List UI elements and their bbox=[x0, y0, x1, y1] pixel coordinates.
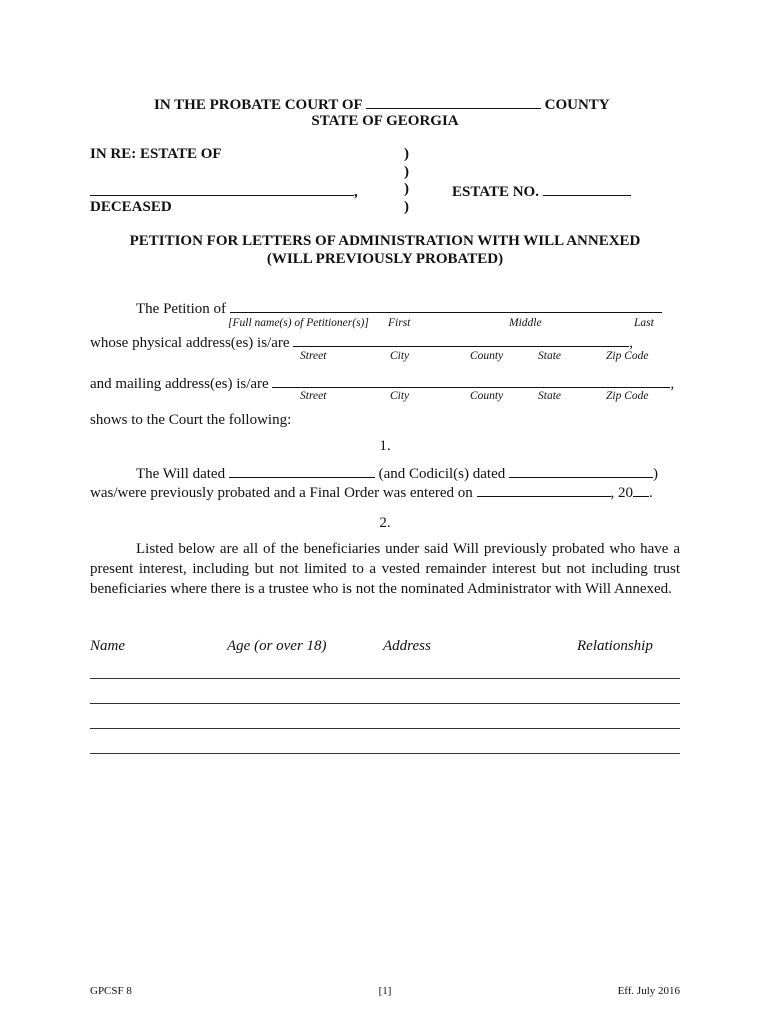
effective-date: Eff. July 2016 bbox=[617, 985, 680, 997]
caption-paren-3: ) bbox=[404, 181, 409, 197]
last-label: Last bbox=[634, 317, 654, 329]
estate-no-line: ESTATE NO. bbox=[452, 181, 631, 201]
shows-to-court: shows to the Court the following: bbox=[90, 412, 292, 428]
street-label: Street bbox=[300, 350, 327, 362]
petition-of-line: The Petition of bbox=[136, 298, 662, 318]
section-2-number: 2. bbox=[379, 515, 391, 531]
state-heading: STATE OF GEORGIA bbox=[311, 113, 459, 129]
caption-paren-2: ) bbox=[404, 164, 409, 180]
petition-subtitle: (WILL PREVIOUSLY PROBATED) bbox=[266, 251, 504, 267]
caption-paren-1: ) bbox=[404, 146, 409, 162]
beneficiary-row-line[interactable] bbox=[90, 753, 680, 754]
page-number: [1] bbox=[378, 985, 392, 997]
beneficiary-row-line[interactable] bbox=[90, 678, 680, 679]
caption-paren-4: ) bbox=[404, 199, 409, 215]
decedent-name-line: , bbox=[90, 181, 358, 201]
form-id: GPCSF 8 bbox=[90, 985, 132, 997]
city-label-2: City bbox=[390, 390, 410, 402]
final-order-line: was/were previously probated and a Final Order was entered on , 20 . bbox=[90, 482, 653, 502]
physical-address-blank[interactable] bbox=[293, 332, 629, 347]
beneficiary-row-line[interactable] bbox=[90, 728, 680, 729]
final-order-date-blank[interactable] bbox=[477, 482, 611, 497]
name-hint: [Full name(s) of Petitioner(s)] bbox=[228, 317, 369, 329]
year-blank[interactable] bbox=[633, 482, 649, 497]
county-label-2: County bbox=[470, 390, 504, 402]
col-age-header: Age (or over 18) bbox=[227, 638, 327, 654]
col-name-header: Name bbox=[90, 638, 125, 654]
in-re-label: IN RE: ESTATE OF bbox=[90, 146, 222, 162]
beneficiaries-paragraph: Listed below are all of the beneficiaries under said Will previously probated who have a present interest, including but not limited to a vested remainder interest but not including trust beneficiaries where there is a trustee who is not the nominated Administrator with Will Annexed. bbox=[90, 541, 680, 597]
codicil-date-blank[interactable] bbox=[509, 463, 653, 478]
zip-label-2: Zip Code bbox=[606, 390, 649, 402]
petition-title: PETITION FOR LETTERS OF ADMINISTRATION WITH WILL ANNEXED bbox=[129, 233, 641, 249]
petitioner-name-blank[interactable] bbox=[230, 298, 662, 313]
section-1-number: 1. bbox=[379, 438, 391, 454]
county-label: County bbox=[470, 350, 504, 362]
will-dated-line: The Will dated (and Codicil(s) dated ) bbox=[136, 463, 658, 483]
state-label: State bbox=[538, 350, 561, 362]
physical-address-line: whose physical address(es) is/are , bbox=[90, 332, 633, 352]
decedent-name-blank[interactable] bbox=[90, 181, 354, 196]
state-label-2: State bbox=[538, 390, 561, 402]
col-relationship-header: Relationship bbox=[577, 638, 653, 654]
court-heading: IN THE PROBATE COURT OF COUNTY bbox=[154, 94, 610, 114]
city-label: City bbox=[390, 350, 410, 362]
county-blank[interactable] bbox=[366, 94, 541, 109]
estate-no-blank[interactable] bbox=[543, 181, 631, 196]
beneficiary-row-line[interactable] bbox=[90, 703, 680, 704]
first-label: First bbox=[388, 317, 411, 329]
mailing-address-blank[interactable] bbox=[272, 373, 670, 388]
col-address-header: Address bbox=[383, 638, 431, 654]
street-label-2: Street bbox=[300, 390, 327, 402]
zip-label: Zip Code bbox=[606, 350, 649, 362]
will-date-blank[interactable] bbox=[229, 463, 375, 478]
deceased-label: DECEASED bbox=[90, 199, 172, 215]
mailing-address-line: and mailing address(es) is/are , bbox=[90, 373, 674, 393]
middle-label: Middle bbox=[509, 317, 542, 329]
